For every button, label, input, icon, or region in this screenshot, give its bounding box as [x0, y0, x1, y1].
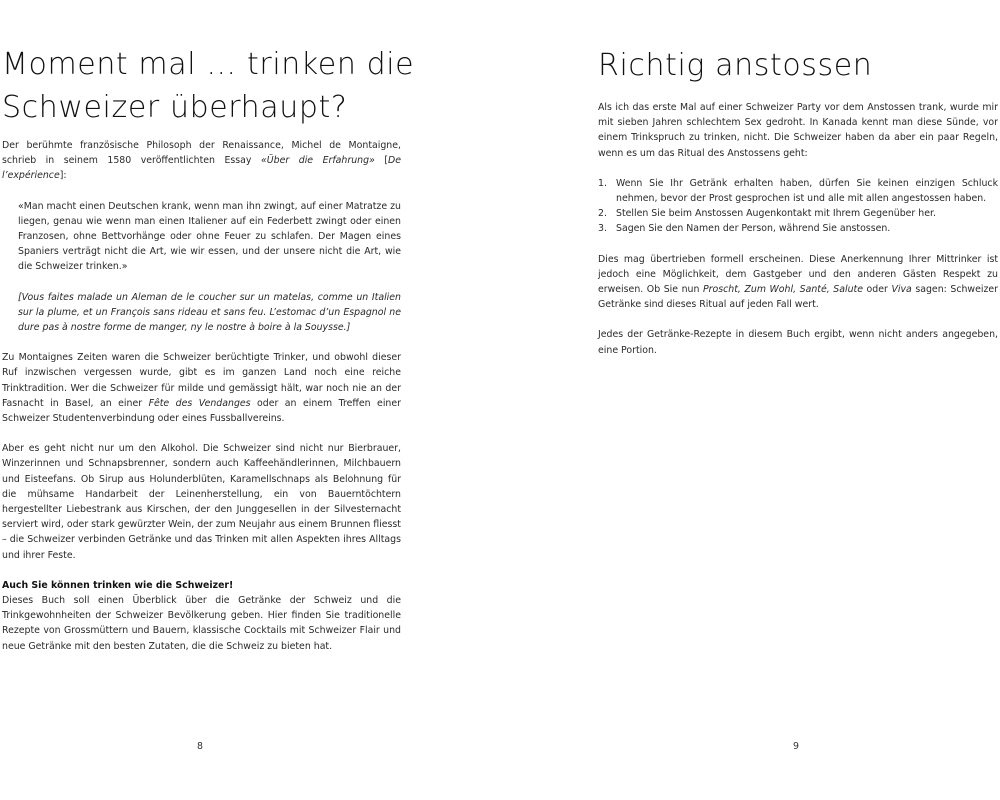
- list-number: 3.: [598, 223, 607, 235]
- paragraph-book-overview: Dieses Buch soll einen Überblick über die Getränke der Schweiz und die Trinkgewohnheiten der Schweizer Bevölkerung geben. Hier finden Sie traditionelle Rezepte von Grossmüttern und Bauern, klassische Cocktails mit Schweizer Flair und neue Getränke mit den besten Zutaten, die die Schweiz zu bieten hat.: [2, 595, 401, 652]
- right-page: [500, 0, 1000, 800]
- quote-german: «Man macht einen Deutschen krank, wenn man ihn zwingt, auf einer Matratze zu liegen, genau wie wenn man einen Italiener auf ein Federbett zwingt oder einen Franzosen, ohne Bettvorhänge oder ohne Feuer zu schlafen. Der Magen eines Spaniers verträgt nicht die Art, wie wir essen, und der unsere nicht die Art, wie die Schweizer trinken.»: [18, 200, 401, 273]
- page-number: 8: [197, 741, 203, 752]
- bracket-close: ]:: [59, 170, 67, 182]
- title-line-2: Schweizer überhaupt?: [2, 90, 348, 125]
- left-body-text: [2, 138, 401, 654]
- paragraph-party: Als ich das erste Mal auf einer Schweizer Party vor dem Anstossen trank, wurde mir mit sieben Jahren schlechtem Sex gedroht. In Kanada kennt man diese Sünde, vor einem Trinkspruch zu trinken, nicht. Die Schweizer haben da aber ein paar Regeln, wenn es um das Ritual des Anstossens geht:: [598, 102, 998, 159]
- page-title: Richtig anstossen: [598, 48, 873, 83]
- bracket-open: [: [374, 155, 389, 167]
- list-text: Sagen Sie den Namen der Person, während Sie anstossen.: [616, 223, 891, 235]
- paragraph-alcohol: Aber es geht nicht nur um den Alkohol. Die Schweizer sind nicht nur Bierbrauer, Winzerinnen und Schnapsbrenner, sondern auch Kaffeehändlerinnen, Milchbauern und Eisteefans. Ob Sirup aus Holunderblüten, Karamellschnaps als Belohnung für die mühsame Handarbeit der Leinenherstellung, ein von Bauerntöchtern hergestellter Liebestrank aus Kirschen, der den Junggesellen in der Silvesternacht serviert wird, oder stark gewürzter Wein, der zum Neujahr aus einem Brunnen fliesst – die Schweizer verbinden Getränke und das Trinken mit allen Aspekten ihres Alltags und ihrer Feste.: [2, 443, 401, 561]
- list-text: Wenn Sie Ihr Getränk erhalten haben, dürfen Sie keinen einzigen Schluck nehmen, bevor der Prost gesprochen ist und alle mit allen angestossen haben.: [616, 177, 998, 205]
- para2-text-a: Dies mag übertrieben formell erscheinen. Diese Anerkennung Ihrer Mittrinker ist jedoch eine Möglichkeit, dem Gastgeber und den anderen Gästen Respekt zu erweisen. Ob Sie nun: [598, 253, 998, 296]
- fete-des-vendanges: Fête des Vendanges: [148, 397, 251, 409]
- page-number: 9: [793, 741, 799, 752]
- list-number: 2.: [598, 208, 607, 220]
- quote-french: [Vous faites malade un Aleman de le coucher sur un matelas, comme un Italien sur la plume, et un François sans rideau et sans feu. L’estomac d’un Espagnol ne dure pas à nostre forme de manger, ny le nostre à boire à la Souysse.]: [18, 291, 401, 334]
- list-number: 1.: [598, 177, 607, 189]
- rules-list: [598, 176, 998, 237]
- intro-text: Der berühmte französische Philosoph der Renaissance, Michel de Montaigne, schrieb in seinem 1580 veröffentlichten Essay: [2, 140, 401, 167]
- toast-viva: Viva: [891, 284, 912, 296]
- essay-title: «Über die Erfahrung»: [261, 155, 375, 167]
- list-text: Stellen Sie beim Anstossen Augenkontakt mit Ihrem Gegenüber her.: [616, 208, 936, 220]
- intro-paragraph: [2, 138, 401, 184]
- essay-title-fr: De l’expérience: [2, 155, 402, 182]
- paragraph-montaigne: [2, 350, 401, 426]
- title-line-1: Moment mal … trinken die: [2, 47, 415, 82]
- paragraph-respect: [598, 252, 998, 313]
- para2-text-a: Zu Montaignes Zeiten waren die Schweizer berüchtigte Trinker, und obwohl dieser Ruf inzwischen vergessen wurde, gibt es im ganzen Land noch eine reiche Trinktradition. Wer die Schweizer für milde und gemässigt hält, war noch nie an der Fasnacht in Basel, an einer: [2, 352, 401, 409]
- right-body-text: [598, 100, 998, 358]
- paragraph-portion: Jedes der Getränke-Rezepte in diesem Buch ergibt, wenn nicht anders angegeben, eine Portion.: [598, 329, 998, 356]
- page-title: [2, 43, 442, 129]
- list-item: [598, 221, 998, 236]
- list-item: [598, 206, 998, 221]
- toasts-list: Proscht, Zum Wohl, Santé, Salute: [703, 284, 863, 296]
- list-item: [598, 176, 998, 206]
- para2-text-b: oder an einem Treffen einer Schweizer Studentenverbindung oder eines Fussballvereins.: [2, 397, 401, 425]
- para2-text-c: sagen: Schweizer Getränke sind dieses Ritual auf jeden Fall wert.: [598, 284, 998, 311]
- subheading: Auch Sie können trinken wie die Schweizer!: [2, 579, 234, 591]
- para2-text-b: oder: [862, 284, 892, 296]
